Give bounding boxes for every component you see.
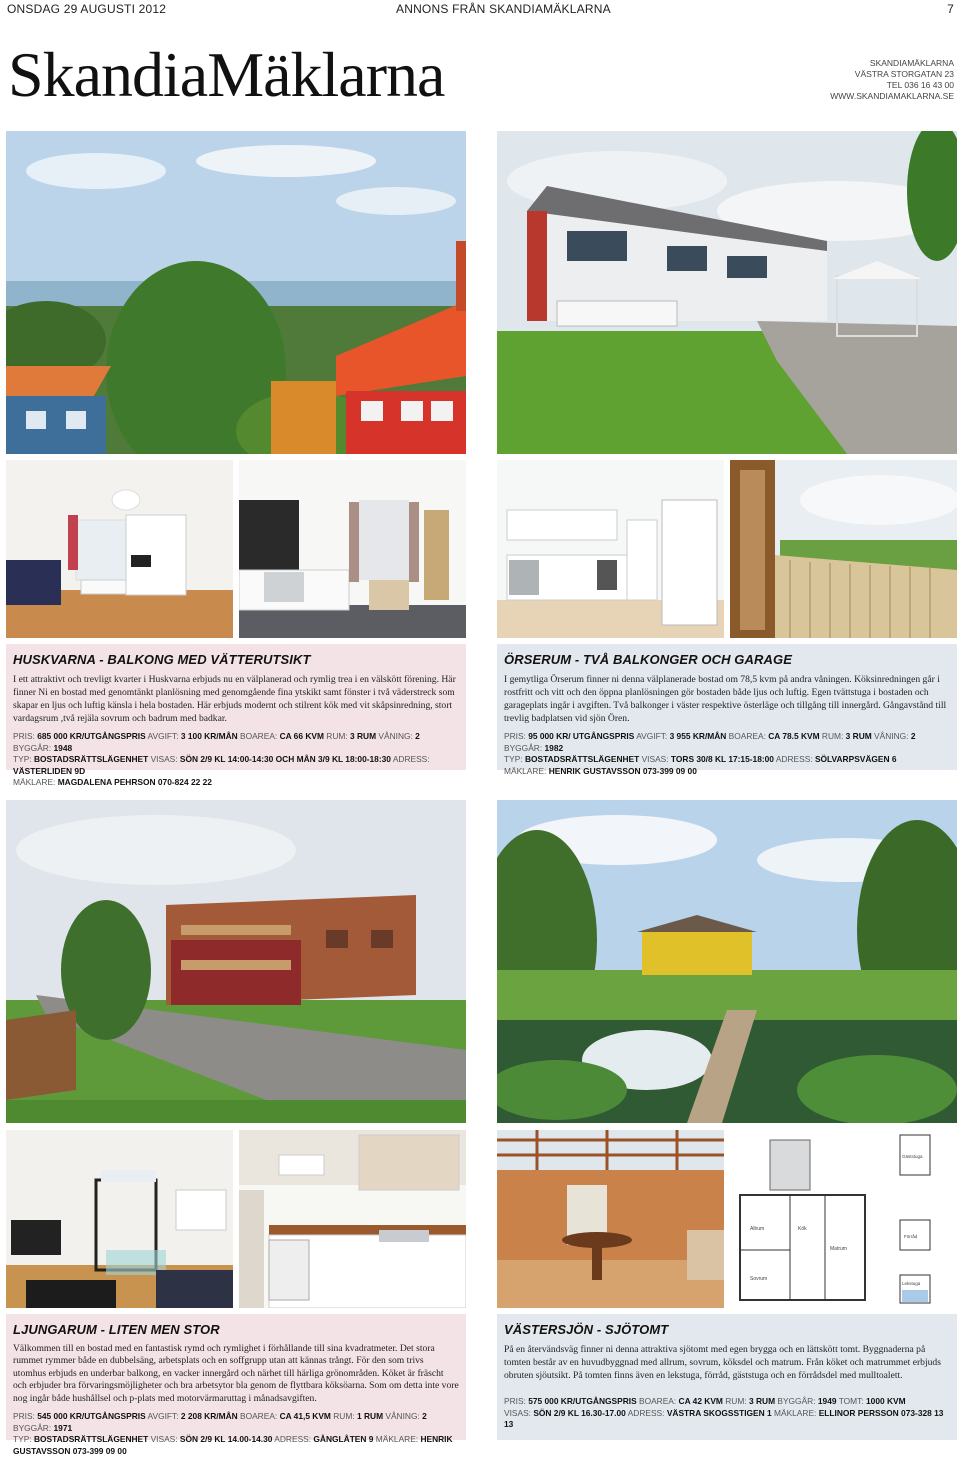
fact-key: VISAS: [150, 754, 178, 764]
fact-agent: MAGDALENA PEHRSON 070-824 22 22 [57, 777, 212, 787]
fact-key: AVGIFT: [147, 731, 179, 741]
fact-key: MÄKLARE: [375, 1434, 419, 1445]
fact-rooms: 3 RUM [748, 1396, 776, 1406]
room-label: Allrum [750, 1226, 765, 1232]
listing-description: Välkommen till en bostad med en fantastisk rymd och rymlighet i förhållande till sina kvadratmeter. Det stora rummet rymmer både en dubbelsäng, arbetsplats och en soffgrupp utan att kännas trångt. För den som trivs utomhus erbjuds en underbar balkong, en vacker innergård och närhet till härliga grönområden. Köket är fräscht och erbjuder bra förvaringsmöjligheter och bra arbetsytor bla genom de flyttbara köksöarna. Som om detta inte vore nog ingår både hushållsel och p-plats med motorvärmaruttag i månadsavgiften. [13, 1343, 459, 1404]
photo-huskvarna-kitchen [239, 460, 466, 638]
listing-facts [13, 731, 459, 789]
listing-facts [504, 731, 950, 777]
room-label: Förråd [904, 1234, 918, 1239]
fact-key: ADRESS: [627, 1407, 665, 1418]
listing-orserum [497, 644, 957, 776]
photo-huskvarna-living-room [6, 460, 233, 638]
listing-vastersjon [497, 1314, 957, 1440]
fact-area: CA 78.5 KVM [768, 731, 820, 741]
fact-year: 1982 [544, 742, 564, 753]
fact-key: BYGGÅR: [504, 742, 543, 753]
listing-description: På en återvändsväg finner ni denna attraktiva sjötomt med egen brygga och en lättskött tomt. Byggnaderna på tomten består av en huvudbyggnad med allrum, sovrum, köksdel och matrum. Från köket och matrummet erbjuds obruten sjöutsikt. På tomten finns även en lekstuga, förråd, gäststuga och en förrådsdel med mulltoalett. [504, 1344, 941, 1381]
fact-key: BYGGÅR: [13, 1422, 52, 1433]
fact-key: PRIS: [13, 1411, 35, 1422]
fact-fee: 2 208 KR/MÅN [180, 1411, 238, 1422]
fact-key: RUM: [725, 1396, 747, 1406]
fact-address: VÄSTERLIDEN 9D [13, 765, 86, 776]
photo-ljungarum-kitchen [239, 1130, 466, 1308]
fact-floor: 2 [910, 731, 916, 741]
listing-title: LJUNGARUM - LITEN MEN STOR [13, 1322, 220, 1337]
fact-key: RUM: [821, 731, 844, 741]
fact-price: 575 000 KR/UTGÅNGSPRIS [528, 1396, 637, 1406]
photo-ljungarum-exterior [6, 800, 466, 1123]
room-label: Gäststuga [902, 1154, 923, 1159]
fact-key: TOMT: [838, 1396, 864, 1406]
fact-area: CA 41,5 KVM [279, 1411, 331, 1422]
fact-key: VISAS: [641, 754, 669, 764]
fact-key: VISAS: [504, 1407, 531, 1418]
fact-viewing: SÖN 2/9 KL 14:00-14:30 OCH MÅN 3/9 KL 18:00-18:30 [179, 754, 391, 764]
fact-address: SÖLVARPSVÄGEN 6 [814, 754, 897, 764]
issue-date: ONSDAG 29 AUGUSTI 2012 [7, 2, 167, 16]
fact-plot: 1000 KVM [866, 1396, 906, 1406]
fact-key: PRIS: [13, 731, 35, 741]
fact-rooms: 3 RUM [350, 731, 377, 741]
fact-area: CA 66 KVM [279, 731, 324, 741]
fact-key: VÅNING: [378, 731, 413, 741]
fact-key: PRIS: [504, 1396, 526, 1406]
listing-title: VÄSTERSJÖN - SJÖTOMT [504, 1322, 669, 1337]
fact-price: 685 000 KR/UTGÅNGSPRIS [37, 731, 146, 741]
fact-key: TYP: [13, 754, 32, 764]
fact-year: 1949 [817, 1396, 837, 1406]
listing-huskvarna [6, 644, 466, 787]
fact-price: 95 000 KR/ UTGÅNGSPRIS [528, 731, 635, 741]
fact-key: TYP: [13, 1434, 32, 1445]
fact-floor: 2 [415, 731, 420, 741]
fact-year: 1971 [53, 1422, 73, 1433]
fact-key: RUM: [333, 1411, 355, 1422]
fact-key: AVGIFT: [636, 731, 668, 741]
fact-key: ADRESS: [392, 754, 430, 764]
fact-key: MÄKLARE: [774, 1407, 817, 1418]
fact-area: CA 42 KVM [678, 1396, 723, 1406]
fact-type: BOSTADSRÄTTSLÄGENHET [33, 754, 149, 764]
fact-key: VÅNING: [874, 731, 909, 741]
room-label: Matrum [830, 1246, 847, 1252]
fact-viewing: TORS 30/8 KL 17:15-18:00 [670, 754, 774, 764]
floor-plan [730, 1130, 957, 1308]
fact-fee: 3 100 KR/MÅN [180, 731, 238, 741]
fact-key: BOAREA: [638, 1396, 677, 1406]
listing-title: ÖRSERUM - TVÅ BALKONGER OCH GARAGE [504, 652, 792, 667]
listing-description: I gemytliga Örserum finner ni denna välplanerade bostad om 78,5 kvm på andra våningen. Köksinredningen går i rostfritt och vitt och den öppna planlösningen gör bostaden både ljus och luftig. Egen tvättstuga i bostaden och garageplats ingår i avgiften. Två balkonger i väster respektive österläge och tillgång till innergård. Gångavstånd till trevlig badplatsen vid sjön Ören. [504, 674, 947, 724]
fact-address: VÄSTRA SKOGSSTIGEN 1 [666, 1407, 772, 1418]
contact-link[interactable]: WWW.SKANDIAMAKLARNA.SE [830, 91, 954, 101]
listing-facts [13, 1411, 459, 1457]
page-number: 7 [947, 2, 954, 16]
listing-title: HUSKVARNA - BALKONG MED VÄTTERUTSIKT [13, 652, 311, 667]
fact-agent: HENRIK GUSTAVSSON 073-399 09 00 [548, 765, 697, 776]
fact-key: MÄKLARE: [504, 765, 547, 776]
section-label: ANNONS FRÅN SKANDIAMÄKLARNA [396, 2, 611, 16]
listing-facts [504, 1396, 950, 1431]
fact-rooms: 1 RUM [356, 1411, 384, 1422]
fact-rooms: 3 RUM [845, 731, 872, 741]
fact-key: BYGGÅR: [777, 1396, 816, 1406]
fact-viewing: SÖN 2/9 KL 14.00-14.30 [179, 1434, 273, 1445]
fact-type: BOSTADSRÄTTSLÄGENHET [524, 754, 640, 764]
contact-line: VÄSTRA STORGATAN 23 [854, 69, 954, 79]
fact-viewing: SÖN 2/9 KL 16.30-17.00 [533, 1407, 626, 1418]
fact-key: BYGGÅR: [13, 742, 52, 753]
fact-key: ADRESS: [274, 1434, 312, 1445]
fact-price: 545 000 KR/UTGÅNGSPRIS [37, 1411, 146, 1422]
fact-key: RUM: [326, 731, 348, 741]
fact-key: VISAS: [150, 1434, 178, 1445]
photo-ljungarum-room [6, 1130, 233, 1308]
fact-fee: 3 955 KR/MÅN [669, 731, 727, 741]
fact-agent: HENRIK GUSTAVSSON 073-399 09 00 [13, 1434, 453, 1456]
photo-huskvarna-exterior [6, 131, 466, 454]
fact-key: TYP: [504, 754, 523, 764]
photo-vastersjon-lakeside [497, 800, 957, 1123]
fact-year: 1948 [53, 742, 73, 753]
photo-orserum-balcony [730, 460, 957, 638]
room-label: Sovrum [750, 1276, 768, 1282]
fact-type: BOSTADSRÄTTSLÄGENHET [33, 1434, 149, 1445]
fact-key: PRIS: [504, 731, 526, 741]
fact-address: GÅNGLÅTEN 9 [313, 1434, 374, 1445]
brand-logo: SkandiaMäklarna [8, 39, 445, 110]
fact-key: BOAREA: [240, 731, 278, 741]
room-label: Kök [798, 1226, 807, 1232]
fact-floor: 2 [422, 1411, 427, 1422]
photo-orserum-kitchen [497, 460, 724, 638]
fact-key: BOAREA: [728, 731, 766, 741]
fact-key: BOAREA: [240, 1411, 278, 1422]
listing-ljungarum [6, 1314, 466, 1456]
listing-description: I ett attraktivt och trevligt kvarter i Huskvarna erbjuds nu en välplanerad och rymlig trea i en välskött förening. Här finner Ni en bostad med genomtänkt planlösning med genomgående fina ytskikt samt fönster i två väderstreck som skapar en ljus och luftig känsla i hela bostaden. Här erbjuds modernt och stilrent kök med vit skåpsinredning, stort vardagsrum ,två rejäla sovrum och badrum med badkar. [13, 674, 456, 724]
photo-orserum-exterior [497, 131, 957, 454]
room-label: Lekstuga [902, 1281, 921, 1286]
fact-key: MÄKLARE: [13, 777, 56, 787]
photo-vastersjon-veranda [497, 1130, 724, 1308]
contact-line: SKANDIAMÄKLARNA [869, 58, 954, 68]
fact-key: ADRESS: [775, 754, 813, 764]
fact-agent: ELLINOR PERSSON 073-328 13 13 [504, 1407, 944, 1429]
contact-line: TEL 036 16 43 00 [886, 80, 954, 90]
fact-key: AVGIFT: [147, 1411, 179, 1422]
brand-contact [830, 58, 954, 102]
fact-key: VÅNING: [385, 1411, 420, 1422]
